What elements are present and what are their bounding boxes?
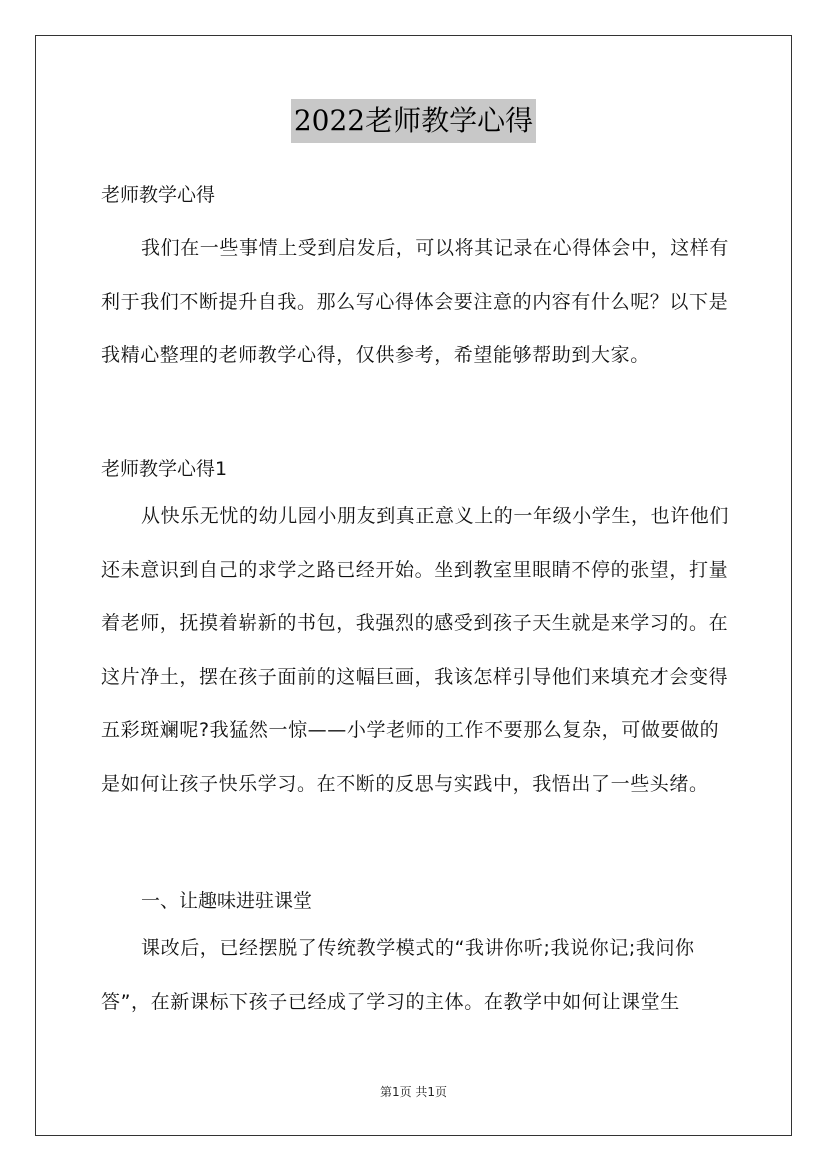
document-title: 2022老师教学心得 bbox=[291, 99, 536, 143]
page-footer: 第1页 共1页 bbox=[379, 1085, 448, 1099]
point-paragraph: 课改后，已经摆脱了传统教学模式的“我讲你听;我说你记;我问你答”，在新课标下孩子已经成了学习的主体。在教学中如何让课堂生 bbox=[101, 937, 695, 1013]
title-container bbox=[0, 99, 827, 143]
section-heading: 老师教学心得1 bbox=[101, 458, 228, 480]
point-heading: 一、让趣味进驻课堂 bbox=[141, 890, 313, 912]
intro-paragraph: 我们在一些事情上受到启发后，可以将其记录在心得体会中，这样有利于我们不断提升自我。那么写心得体会要注意的内容有什么呢？以下是我精心整理的老师教学心得，仅供参考，希望能够帮助到大家。 bbox=[101, 237, 730, 366]
section-paragraph: 从快乐无忧的幼儿园小朋友到真正意义上的一年级小学生，也许他们还未意识到自己的求学之路已经开始。坐到教室里眼睛不停的张望，打量着老师，抚摸着崭新的书包，我强烈的感受到孩子天生就是来学习的。在这片净土，摆在孩子面前的这幅巨画，我该怎样引导他们来填充才会变得五彩斑斓呢?我猛然一惊——小学老师的工作不要那么复杂，可做要做的是如何让孩子快乐学习。在不断的反思与实践中，我悟出了一些头绪。 bbox=[101, 505, 730, 795]
document-subtitle: 老师教学心得 bbox=[101, 184, 216, 206]
